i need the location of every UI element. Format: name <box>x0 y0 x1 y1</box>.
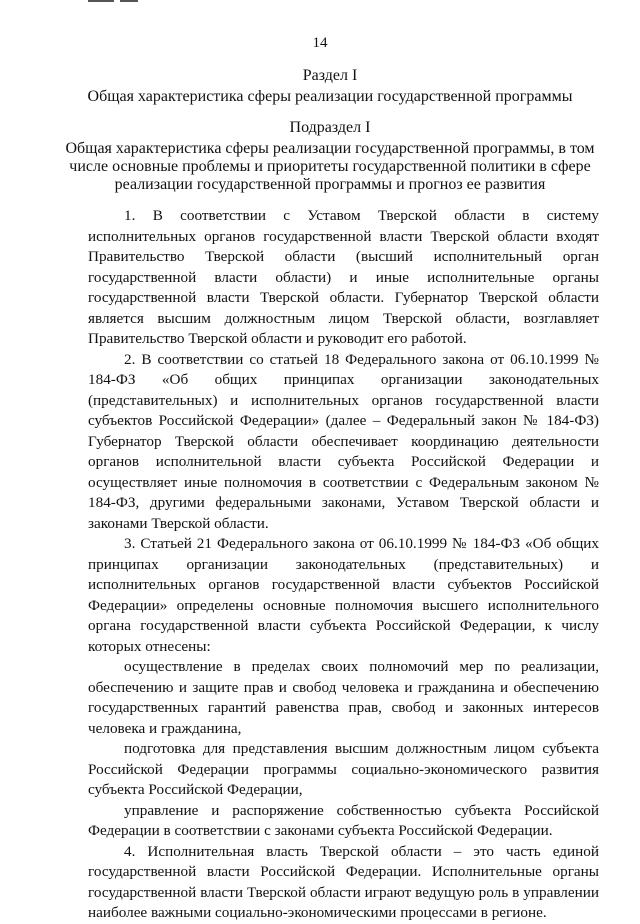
subsection-title-line: числе основные проблемы и приоритеты государственной политики в сфере <box>69 158 591 175</box>
section-title: Общая характеристика сферы реализации государственной программы <box>87 88 573 105</box>
paragraph-3: 3. Статьей 21 Федерального закона от 06.10.1999 № 184-ФЗ «Об общих принципах организации законодательных (представительных) и исполнительных органов государственной власти субъектов Российской Федерации» определены основные полномочия высшего исполнительного органа государственной власти субъекта Российской Федерации, к числу которых отнесены: <box>88 535 599 655</box>
section-label: Раздел I <box>302 67 358 84</box>
subsection-title-line: Общая характеристика сферы реализации государственной программы, в том <box>65 140 595 157</box>
paragraph-1: 1. В соответствии с Уставом Тверской области в систему исполнительных органов государственной власти Тверской области входят Правительство Тверской области (высший исполнительный орган государственной власти области) и иные исполнительные органы государственной власти Тверской области. Губернатор Тверской области является высшим должностным лицом Тверской области, возглавляет Правительство Тверской области и руководит его работой. <box>88 207 599 347</box>
paragraph-4: 4. Исполнительная власть Тверской области – это часть единой государственной власти Российской Федерации. Исполнительные органы государственной власти Тверской области играют ведущую роль в управлении наиболее важными социально-экономическими процессами в регионе. <box>88 842 599 921</box>
list-item-property: управление и распоряжение собственностью субъекта Российской Федерации в соответствии с законами субъекта Российской Федерации. <box>88 801 599 839</box>
list-item-program: подготовка для представления высшим должностным лицом субъекта Российской Федерации программы социально-экономического развития субъекта Российской Федерации, <box>88 740 599 798</box>
scan-artifact-mark <box>88 0 114 2</box>
document-body <box>88 206 599 924</box>
page-number: 14 <box>312 35 328 51</box>
subsection-label: Подраздел I <box>289 119 371 136</box>
paragraph-2: 2. В соответствии со статьей 18 Федерального закона от 06.10.1999 № 184-ФЗ «Об общих принципах организации законодательных (представительных) и исполнительных органов государственной власти субъектов Российской Федерации» (далее – Федеральный закон № 184-ФЗ) Губернатор Тверской области обеспечивает координацию деятельности органов исполнительной власти субъекта Российской Федерации и осуществляет иные полномочия в соответствии с Федеральным законом № 184-ФЗ, другими федеральными законами, Уставом Тверской области и законами Тверской области. <box>88 350 599 532</box>
subsection-title-line: реализации государственной программы и прогноз ее развития <box>114 176 546 193</box>
scan-artifact-mark <box>120 0 138 2</box>
list-item-powers: осуществление в пределах своих полномочий мер по реализации, обеспечению и защите прав и свобод человека и гражданина и обеспечению государственных гарантий равенства прав, свобод и законных интересов человека и гражданина, <box>88 658 599 737</box>
